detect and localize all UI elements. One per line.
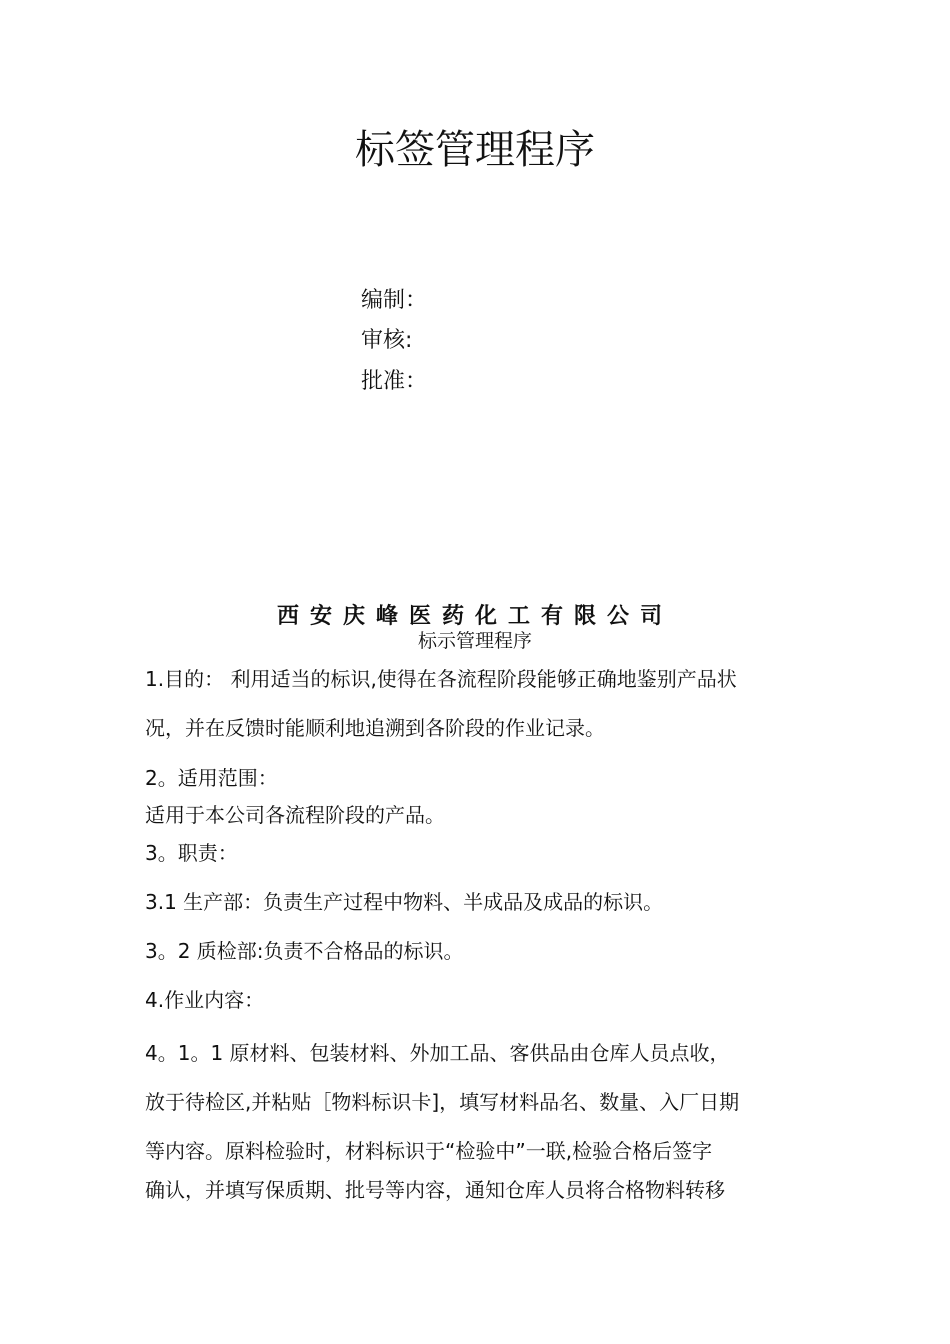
paragraph-line: 3。2 质检部:负责不合格品的标识。 [145,939,464,963]
paragraph-line: 放于待检区,并粘贴［物料标识卡]，填写材料品名、数量、入厂日期 [145,1090,740,1114]
prepared-by-label: 编制： [361,288,428,313]
section-heading: 4.作业内容： [145,988,265,1012]
document-title: 标签管理程序 [355,127,595,173]
section-heading: 2。适用范围： [145,766,278,790]
paragraph-line: 等内容。原料检验时，材料标识于“检验中”一联,检验合格后签字 [145,1139,713,1163]
paragraph-line: 4。1。1 原材料、包装材料、外加工品、客供品由仓库人员点收， [145,1041,730,1065]
paragraph-line: 1.目的： 利用适当的标识,使得在各流程阶段能够正确地鉴别产品状 [145,667,737,691]
paragraph-line: 况，并在反馈时能顺利地追溯到各阶段的作业记录。 [145,716,605,740]
paragraph-line: 确认，并填写保质期、批号等内容，通知仓库人员将合格物料转移 [145,1178,725,1202]
reviewed-by-label: 审核: [361,328,413,353]
section-subtitle: 标示管理程序 [417,630,532,652]
paragraph-line: 3.1 生产部：负责生产过程中物料、半成品及成品的标识。 [145,890,664,914]
company-name: 西安庆峰医药化工有限公司 [276,604,673,629]
paragraph-line: 适用于本公司各流程阶段的产品。 [145,803,445,827]
section-heading: 3。职责： [145,841,238,865]
approved-by-label: 批准： [361,369,428,394]
